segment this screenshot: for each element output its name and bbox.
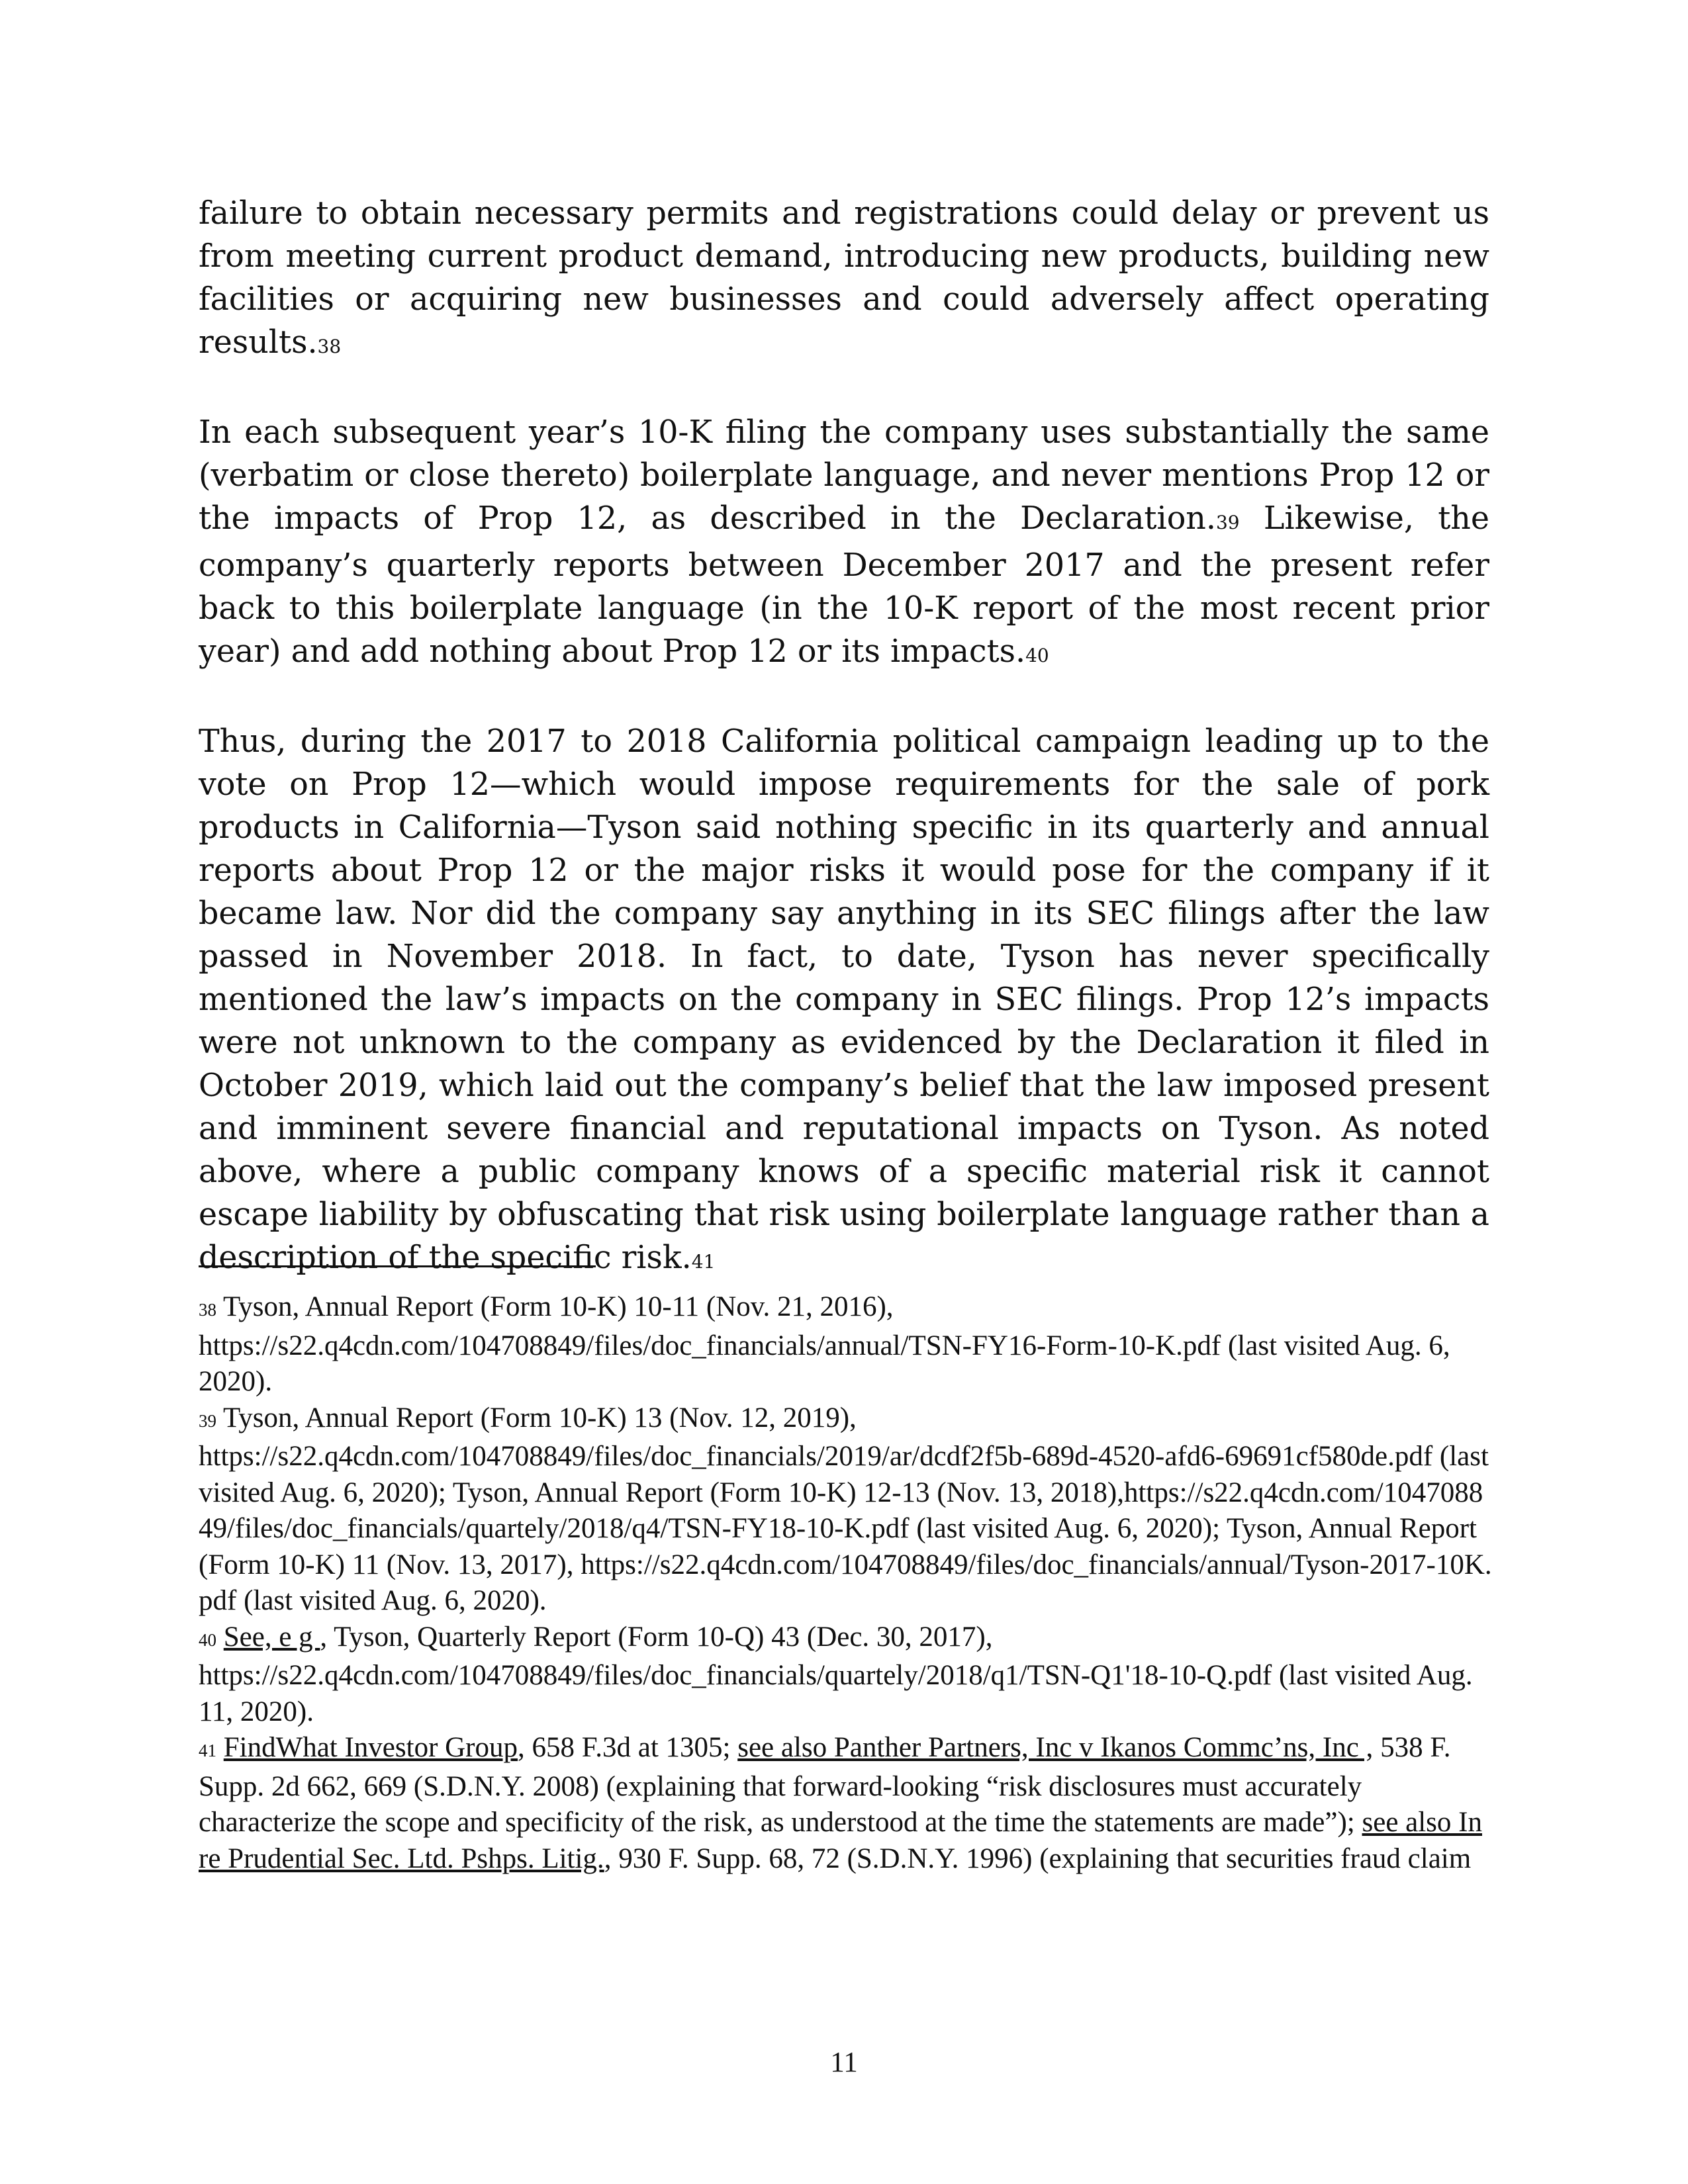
- footnote-39: [199, 1400, 1496, 1619]
- paragraph-2-text: Thus, during the 2017 to 2018 California political campaign leading up to the vote on Prop 12—which would impose requirements for the sale of pork products in California—Tyson said nothing specific in its quarterly and annual reports about Prop 12 or the major risks it would pose for the company if it became law. Nor did the company say anything in its SEC filings after the law passed in November 2018. In fact, to date, Tyson has never specifically mentioned the law’s impacts on the company in SEC filings. Prop 12’s impacts were not unknown to the company as evidenced by the Declaration it filed in October 2019, which laid out the company’s belief that the law imposed present and imminent severe financial and reputational impacts on Tyson. As noted above, where a public company knows of a specific material risk it cannot escape liability by obfuscating that risk using boilerplate language rather than a description of the specific risk.: [199, 723, 1489, 1276]
- paragraph-1: [199, 411, 1489, 677]
- footnote-link[interactable]: https://s22.q4cdn.com/104708849/files/doc_financials/annual/TSN-FY16-Form-10-K.pdf: [199, 1330, 1221, 1361]
- footnote-text: (last visited Aug. 6, 2020); Tyson, Annual Report (Form 10-K) 11 (Nov. 13, 2017),: [199, 1513, 1477, 1580]
- footnote-ref-38[interactable]: 38: [317, 336, 342, 357]
- paragraph-1-continued: Likewise, the company’s quarterly reports between December 2017 and the present refer back to this boilerplate language (in the 10-K report of the most recent prior year) and add nothing about Prop 12 or its impacts.: [199, 500, 1489, 670]
- footnote-text: 538 F. Supp. 2d 662, 669 (S.D.N.Y. 2008) (explaining that forward-looking “risk disclosures must accurately characterize the scope and specificity of the risk, as understood at the time the statements are made”);: [199, 1732, 1451, 1838]
- footnote-38: [199, 1289, 1496, 1400]
- footnote-text: Tyson, Annual Report (Form 10-K) 13 (Nov. 12, 2019),: [216, 1402, 857, 1433]
- footnote-link[interactable]: https://s22.q4cdn.com/104708849/files/doc_financials/2019/ar/dcdf2f5b-689d-4520-afd6-69691cf580de.pdf: [199, 1441, 1433, 1472]
- case-citation: FindWhat Investor Group: [223, 1732, 518, 1763]
- footnote-ref-41[interactable]: 41: [691, 1251, 716, 1273]
- page-number: 11: [830, 2047, 858, 2078]
- footnote-link[interactable]: https://s22.q4cdn.com/104708849/files/doc_financials/quartely/2018/q4/TSN-FY18-10-K.pdf: [199, 1477, 1483, 1544]
- block-quote-text: failure to obtain necessary permits and registrations could delay or prevent us from meeting current product demand, introducing new products, building new facilities or acquiring new businesses and could adversely affect operating results.: [199, 195, 1489, 361]
- footnote-text: (last visited Aug. 6, 2020).: [199, 1330, 1450, 1397]
- footnote-text: Tyson, Annual Report (Form 10-K) 10-11 (Nov. 21, 2016),: [216, 1291, 894, 1322]
- footnote-number: 40: [199, 1629, 216, 1650]
- footnote-text: (last visited Aug. 11, 2020).: [199, 1660, 1473, 1727]
- case-citation: see also In re Prudential Sec. Ltd. Pshps. Litig.: [199, 1807, 1482, 1874]
- footnote-text: (last visited Aug. 6, 2020); Tyson, Annual Report (Form 10-K) 12-13 (Nov. 13, 2018),: [199, 1441, 1489, 1508]
- footnote-number: 38: [199, 1300, 216, 1320]
- footnote-text: , 930 F. Supp. 68, 72 (S.D.N.Y. 1996) (explaining that securities fraud claim: [604, 1843, 1472, 1874]
- case-citation: see also Panther Partners, Inc v Ikanos Commc’ns, Inc ,: [737, 1732, 1374, 1763]
- paragraph-1-text: In each subsequent year’s 10-K filing the company uses substantially the same (verbatim or close thereto) boilerplate language, and never mentions Prop 12 or the impacts of Prop 12, as described in the Declaration.: [199, 414, 1489, 537]
- body-text: [199, 192, 1489, 1283]
- citation-signal: See, e g: [223, 1621, 320, 1653]
- footnote-separator: [199, 1265, 596, 1267]
- paragraph-2: [199, 720, 1489, 1283]
- footnote-number: 41: [199, 1741, 216, 1760]
- footnote-link[interactable]: https://s22.q4cdn.com/104708849/files/doc_financials/quartely/2018/q1/TSN-Q1'18-10-Q.pdf: [199, 1660, 1272, 1691]
- footnote-number: 39: [199, 1410, 216, 1431]
- block-quote: [199, 192, 1489, 368]
- footnote-ref-40[interactable]: 40: [1025, 645, 1049, 666]
- footnotes: [199, 1289, 1496, 1877]
- footnote-text: , Tyson, Quarterly Report (Form 10-Q) 43 (Dec. 30, 2017),: [320, 1621, 993, 1653]
- footnote-text: (last visited Aug. 6, 2020).: [236, 1585, 547, 1616]
- footnote-41: [199, 1730, 1496, 1877]
- footnote-ref-39[interactable]: 39: [1215, 512, 1240, 533]
- footnote-link[interactable]: https://s22.q4cdn.com/104708849/files/doc_financials/annual/Tyson-2017-10K.pdf: [199, 1549, 1492, 1616]
- footnote-40: [199, 1619, 1496, 1731]
- footnote-text: , 658 F.3d at 1305;: [518, 1732, 738, 1763]
